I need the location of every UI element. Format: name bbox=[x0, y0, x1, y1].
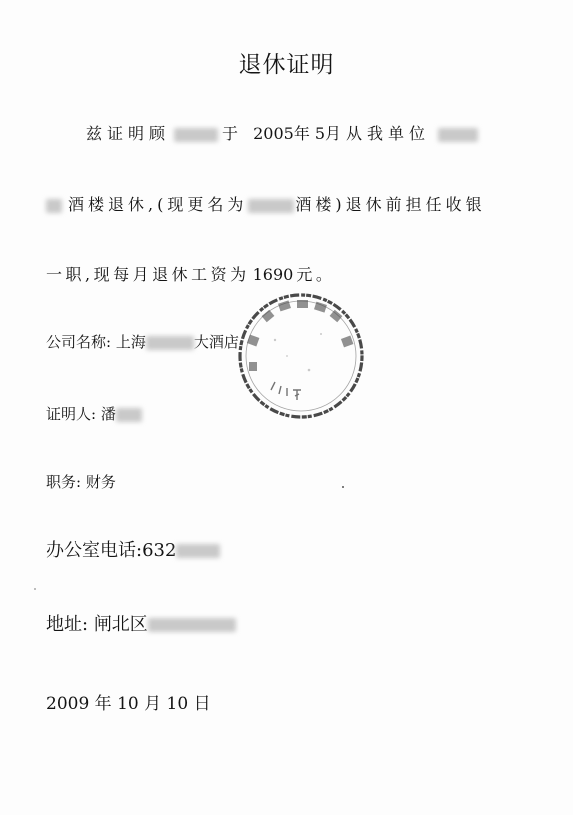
certifier-field bbox=[46, 403, 142, 424]
date-month: 10 bbox=[117, 694, 139, 714]
text-segment: 一职,现每月退休工资为 bbox=[46, 265, 250, 284]
phone-label: 办公室电话: bbox=[46, 540, 143, 561]
text-segment: 月从我单位 bbox=[325, 124, 431, 143]
redacted-address bbox=[148, 618, 236, 632]
paper-speck bbox=[34, 588, 36, 590]
text-segment: 酒楼退休,(现更名为 bbox=[68, 195, 248, 214]
redacted-employer bbox=[438, 128, 478, 142]
date-day: 10 bbox=[166, 694, 189, 714]
paragraph-line-3 bbox=[46, 262, 335, 285]
text-segment: 兹证明顾 bbox=[86, 124, 171, 143]
date-month-unit: 月 bbox=[144, 694, 162, 714]
redacted-name bbox=[174, 128, 218, 142]
certifier-label: 证明人: bbox=[46, 405, 97, 423]
paragraph-line-1 bbox=[86, 121, 478, 144]
retirement-year: 2005 bbox=[253, 124, 294, 143]
text-segment: 年 bbox=[293, 124, 315, 143]
company-suffix: 大酒店 bbox=[193, 333, 239, 351]
company-prefix: 上海 bbox=[115, 333, 146, 351]
date-year: 2009 bbox=[46, 694, 90, 714]
company-label: 公司名称: bbox=[46, 333, 112, 351]
document-title: 退休证明 bbox=[238, 52, 335, 78]
paper-speck bbox=[342, 486, 344, 488]
redacted-phone bbox=[176, 544, 220, 558]
paragraph-line-2 bbox=[46, 192, 486, 215]
phone-field bbox=[46, 536, 220, 562]
address-label: 地址: bbox=[46, 614, 89, 635]
date-day-unit: 日 bbox=[193, 694, 211, 714]
redacted-company bbox=[146, 336, 194, 350]
redacted-employer bbox=[46, 199, 62, 213]
address-prefix: 闸北区 bbox=[93, 614, 148, 635]
position-field bbox=[46, 471, 116, 492]
pension-amount: 1690 bbox=[252, 265, 294, 284]
phone-prefix: 632 bbox=[142, 540, 177, 561]
round-seal-icon bbox=[235, 290, 367, 422]
redacted-certifier bbox=[116, 408, 142, 422]
redacted-new-name bbox=[248, 199, 294, 213]
position-value: 财务 bbox=[85, 473, 116, 491]
text-segment: 酒楼)退休前担任收银 bbox=[295, 195, 486, 214]
address-field bbox=[46, 610, 236, 636]
position-label: 职务: bbox=[46, 473, 82, 491]
document-date bbox=[46, 689, 211, 714]
text-segment: 元。 bbox=[296, 265, 336, 284]
retirement-month: 5 bbox=[314, 124, 326, 143]
date-year-unit: 年 bbox=[94, 694, 112, 714]
certifier-prefix: 潘 bbox=[100, 405, 116, 423]
company-field bbox=[46, 331, 239, 352]
text-segment: 于 bbox=[222, 124, 244, 143]
